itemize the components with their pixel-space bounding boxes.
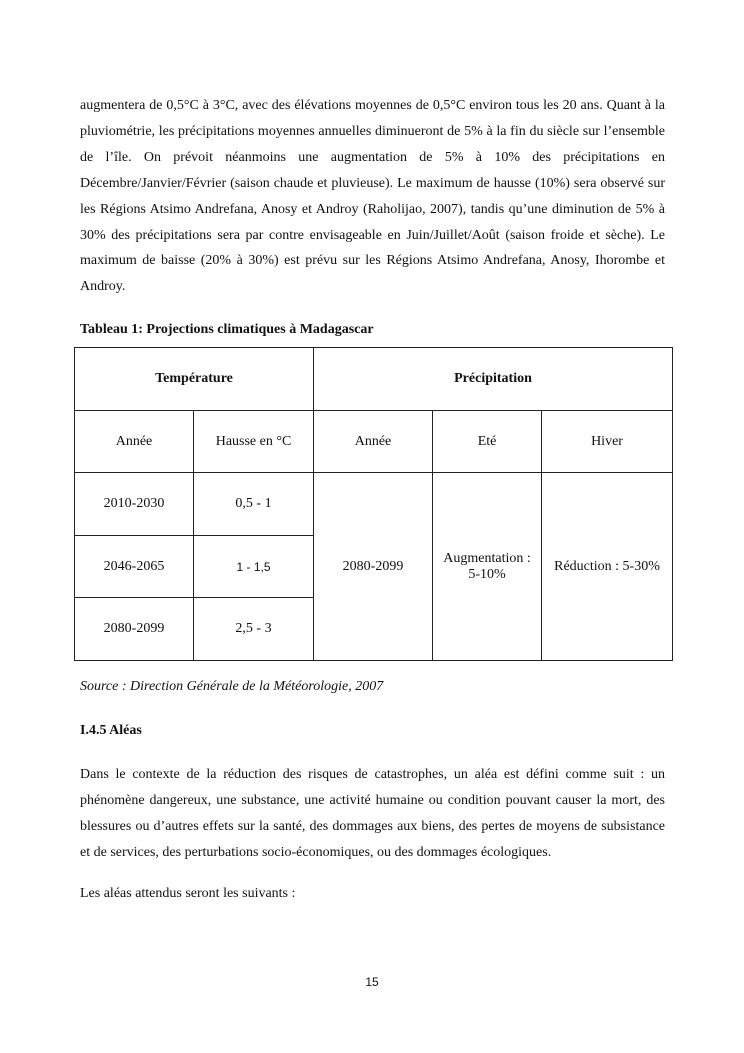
summer-label: Augmentation : xyxy=(443,550,531,566)
temp-year-cell: 2080-2099 xyxy=(75,598,194,661)
table-source: Source : Direction Générale de la Météorologie, 2007 xyxy=(80,679,384,694)
temp-rise-cell: 0,5 - 1 xyxy=(194,473,314,536)
climate-projection-table xyxy=(74,347,673,661)
precipitation-group-header: Précipitation xyxy=(314,348,673,411)
section-heading: I.4.5 Aléas xyxy=(80,723,142,738)
column-header-temp-year: Année xyxy=(75,411,194,473)
column-header-summer: Eté xyxy=(433,411,542,473)
definition-paragraph: Dans le contexte de la réduction des risques de catastrophes, un aléa est défini comme suit : un phénomène dangereux, une substance, une activité humaine ou condition pouvant causer la mort, des blessures ou d’autres effets sur la santé, des dommages aux biens, des pertes de moyens de subsistance et de services, des perturbations socio-économiques, ou des dommages écologiques. xyxy=(80,767,665,860)
temperature-group-header: Température xyxy=(75,348,314,411)
column-header-winter: Hiver xyxy=(542,411,673,473)
intro-paragraph: augmentera de 0,5°C à 3°C, avec des élévations moyennes de 0,5°C environ tous les 20 ans. Quant à la pluviométrie, les précipitations moyennes annuelles diminueront de 5% à la fin du siècle sur l’ensemble de l’île. On prévoit néanmoins une augmentation de 5% à 10% des précipitations en Décembre/Janvier/Février (saison chaude et pluvieuse). Le maximum de hausse (10%) sera observé sur les Régions Atsimo Andrefana, Anosy et Androy (Raholijao, 2007), tandis qu’une diminution de 5% à 30% des précipitations sera par contre envisageable en Juin/Juillet/Août (saison froide et sèche). Le maximum de baisse (20% à 30%) est prévu sur les Régions Atsimo Andrefana, Anosy, Ihorombe et Androy. xyxy=(80,98,665,295)
temp-rise-cell: 1 - 1,5 xyxy=(194,536,314,598)
summer-value: 5-10% xyxy=(468,566,506,582)
table-column-header-row xyxy=(75,411,673,473)
page-number: 15 xyxy=(365,975,379,989)
expected-hazards-paragraph: Les aléas attendus seront les suivants : xyxy=(80,886,296,901)
temp-year-cell: 2046-2065 xyxy=(75,536,194,598)
precip-winter-cell: Réduction : 5-30% xyxy=(542,473,673,661)
precip-year-cell: 2080-2099 xyxy=(314,473,433,661)
table-group-header-row xyxy=(75,348,673,411)
table-caption: Tableau 1: Projections climatiques à Madagascar xyxy=(80,322,374,337)
column-header-temp-rise: Hausse en °C xyxy=(194,411,314,473)
precip-summer-cell xyxy=(433,473,542,661)
table-row xyxy=(75,473,673,536)
temp-rise-cell: 2,5 - 3 xyxy=(194,598,314,661)
column-header-precip-year: Année xyxy=(314,411,433,473)
temp-year-cell: 2010-2030 xyxy=(75,473,194,536)
